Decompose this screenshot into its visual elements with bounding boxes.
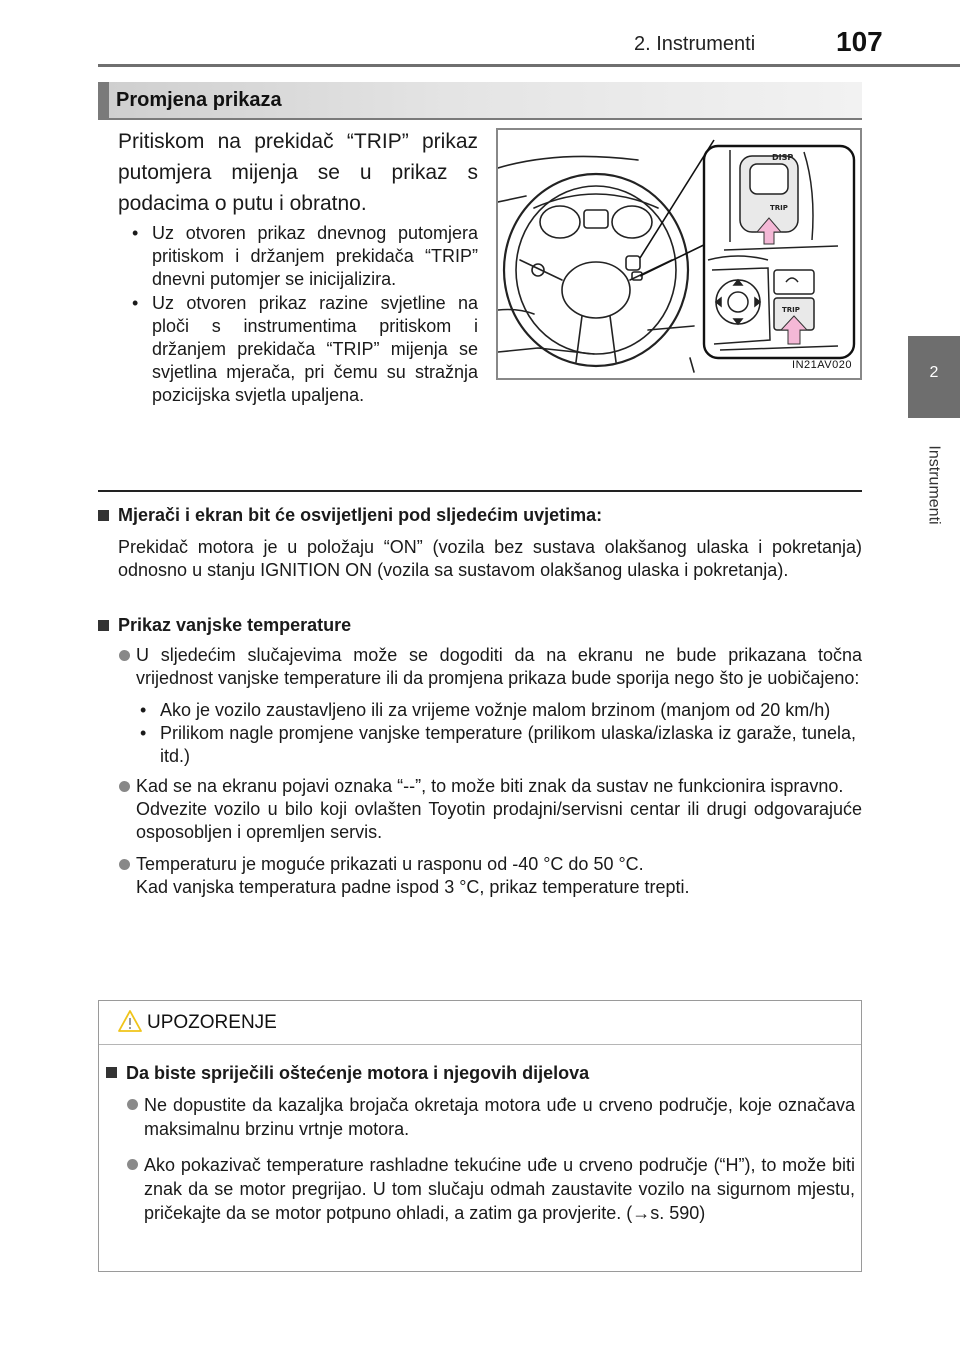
chapter-tab: 2	[908, 336, 960, 418]
chapter-tab-label	[916, 420, 952, 550]
steering-wheel-drawing	[498, 130, 860, 378]
trip-button-label-lower: TRIP	[782, 306, 800, 314]
section-title-bar	[98, 82, 862, 120]
warning-title: UPOZORENJE	[147, 1012, 277, 1033]
temperature-point-line: Temperaturu je moguće prikazati u rasponu od -40 °C do 50 °C.	[136, 854, 644, 874]
temperature-subpoint: • Ako je vozilo zaustavljeno ili za vrijeme vožnje malom brzinom (manjom od 20 km/h)	[98, 699, 862, 722]
temperature-point	[98, 775, 862, 844]
section-intro: Pritiskom na prekidač “TRIP” prikaz putomjera mijenja se u prikaz s podacima o putu i obratno.	[118, 130, 478, 215]
header-rule	[98, 64, 960, 67]
gauges-heading: Mjerači i ekran bit će osvijetljeni pod sljedećim uvjetima:	[98, 504, 862, 527]
temperature-point-line: Odvezite vozilo u bilo koji ovlašten Toyotin prodajni/servisni centar ili drugi odgovarajuće osposobljen i opremljen servis.	[136, 799, 862, 842]
temperature-point-line: Kad se na ekranu pojavi oznaka “--”, to može biti znak da sustav ne funkcionira ispravno.	[136, 776, 844, 796]
warning-header	[99, 1001, 861, 1045]
steering-wheel-illustration	[496, 128, 862, 380]
warning-triangle-icon	[117, 1009, 143, 1033]
warning-heading: Da biste spriječili oštećenje motora i njegovih dijelova	[106, 1061, 861, 1085]
temperature-heading: Prikaz vanjske temperature	[98, 614, 862, 637]
chapter-tab-label-text: Instrumenti	[926, 445, 944, 525]
warning-point: Ako pokazivač temperature rashladne tekućine uđe u crveno područje (“H”), to može biti znak da se motor pregrijao. U tom slučaju odmah zaustavite vozilo na sigurnom mjestu, pričekajte da se motor potpuno ohladi, a zatim ga provjerite. (→s. 590)	[106, 1153, 861, 1225]
outside-temperature-block	[98, 614, 862, 899]
intro-bullet-list	[128, 222, 478, 408]
figure-code: IN21AV020	[792, 359, 852, 371]
warning-point: Ne dopustite da kazaljka brojača okretaja motora uđe u crveno područje, koje označava maksimalnu brzinu vrtnje motora.	[106, 1093, 861, 1141]
running-header-chapter: 2. Instrumenti	[634, 33, 756, 55]
intro-bullet: • Uz otvoren prikaz razine svjetline na ploči s instrumentima pritiskom i držanjem prekidača “TRIP” mijenja se svjetlina mjerača, pri čemu su stražnja pozicijska svjetla upaljena.	[128, 292, 478, 407]
trip-button-label-upper: TRIP	[770, 204, 788, 212]
warning-body	[99, 1061, 861, 1225]
section-divider	[98, 490, 862, 492]
warning-box	[98, 1000, 862, 1272]
temperature-point-line: Kad vanjska temperatura padne ispod 3 °C, prikaz temperature trepti.	[136, 877, 690, 897]
page-number: 107	[836, 26, 883, 57]
gauges-illumination-block	[98, 504, 862, 582]
gauges-text: Prekidač motora je u položaju “ON” (vozila bez sustava olakšanog ulaska i pokretanja) odnosno u stanju IGNITION ON (vozila sa sustavom olakšanog ulaska i pokretanja).	[118, 537, 862, 580]
intro-bullet: • Uz otvoren prikaz dnevnog putomjera pritiskom i držanjem prekidača “TRIP” dnevni putomjer se inicijalizira.	[128, 222, 478, 291]
temperature-subpoint: • Prilikom nagle promjene vanjske temperature (prilikom ulaska/izlaska iz garaže, tunela, itd.)	[98, 722, 862, 768]
temperature-point: U sljedećim slučajevima može se dogoditi da na ekranu ne bude prikazana točna vrijednost vanjske temperature ili da promjena prikaza bude sporija nego što je uobičajeno:	[98, 644, 862, 690]
temperature-point	[98, 853, 862, 899]
disp-button-label: DISP	[772, 153, 794, 162]
section-title: Promjena prikaza	[116, 89, 282, 111]
